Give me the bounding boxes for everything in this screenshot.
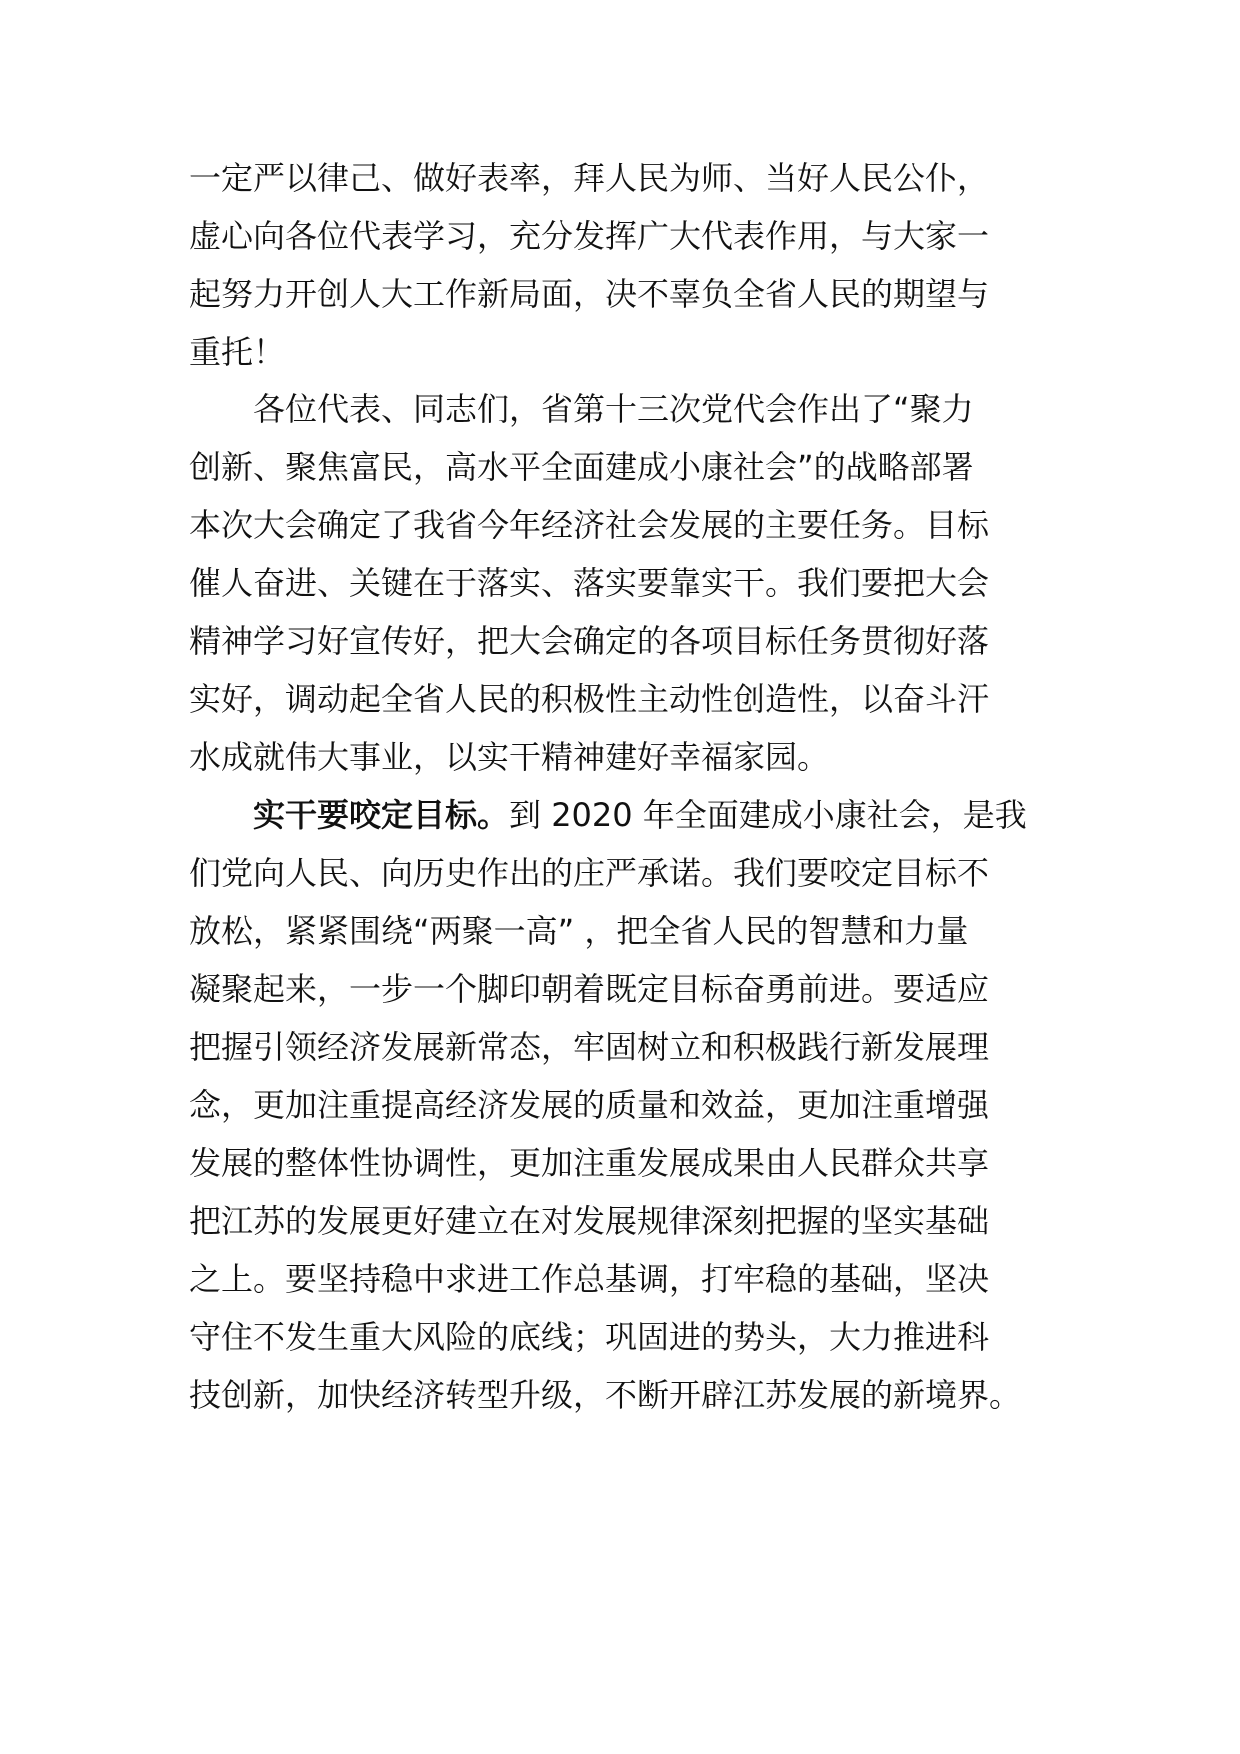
text-line: 本次大会确定了我省今年经济社会发展的主要任务。目标 (189, 506, 990, 544)
text-line: 水成就伟大事业，以实干精神建好幸福家园。 (189, 738, 830, 776)
text-line: 精神学习好宣传好，把大会确定的各项目标任务贯彻好落 (189, 622, 990, 660)
text-line: 把江苏的发展更好建立在对发展规律深刻把握的坚实基础 (189, 1202, 990, 1240)
text-line: 技创新，加快经济转型升级，不断开辟江苏发展的新境界。 (189, 1376, 1022, 1414)
text-line: 重托！ (189, 333, 286, 371)
paragraph-start-line: 各位代表、同志们，省第十三次党代会作出了“聚力 (253, 390, 974, 428)
text-line: 起努力开创人大工作新局面，决不辜负全省人民的期望与 (189, 275, 990, 313)
text-line: 守住不发生重大风险的底线；巩固进的势头，大力推进科 (189, 1318, 990, 1356)
text-line: 催人奋进、关键在于落实、落实要靠实干。我们要把大会 (189, 564, 990, 602)
text-line: 念，更加注重提高经济发展的质量和效益，更加注重增强 (189, 1086, 990, 1124)
text-line: 凝聚起来，一步一个脚印朝着既定目标奋勇前进。要适应 (189, 970, 990, 1008)
text-line: 创新、聚焦富民，高水平全面建成小康社会”的战略部署 (189, 448, 974, 486)
text-line: 把握引领经济发展新常态，牢固树立和积极践行新发展理 (189, 1028, 990, 1066)
heading-continuation: 到 2020 年全面建成小康社会，是我 (509, 796, 1027, 834)
bold-heading: 实干要咬定目标。 (253, 796, 510, 834)
text-line: 发展的整体性协调性，更加注重发展成果由人民群众共享 (189, 1144, 990, 1182)
text-line: 们党向人民、向历史作出的庄严承诺。我们要咬定目标不 (189, 854, 990, 892)
text-line: 一定严以律己、做好表率，拜人民为师、当好人民公仆， (189, 159, 990, 197)
text-line: 虚心向各位代表学习，充分发挥广大代表作用，与大家一 (189, 217, 990, 255)
paragraph-start-line (253, 795, 1133, 835)
text-line: 之上。要坚持稳中求进工作总基调，打牢稳的基础，坚决 (189, 1260, 990, 1298)
text-line: 放松，紧紧围绕“两聚一高” ，把全省人民的智慧和力量 (189, 912, 969, 950)
text-line: 实好，调动起全省人民的积极性主动性创造性，以奋斗汗 (189, 680, 990, 718)
